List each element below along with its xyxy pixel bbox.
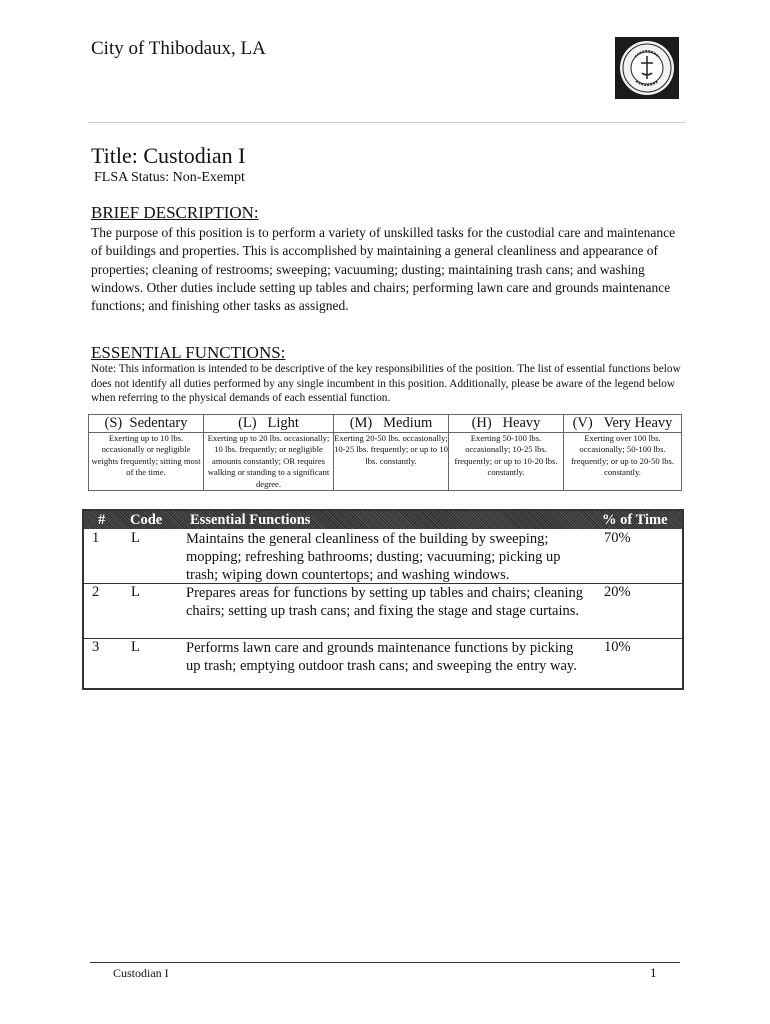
col-function-header: Essential Functions xyxy=(190,512,311,528)
legend-medium-header: (M) Medium xyxy=(334,415,449,433)
row-percent: 70% xyxy=(604,530,631,546)
row-number: 2 xyxy=(92,584,100,600)
col-percent-header: % of Time xyxy=(602,512,668,528)
col-number-header: # xyxy=(98,512,106,528)
footer-divider xyxy=(90,962,680,963)
essential-functions-table xyxy=(82,509,684,690)
legend-sedentary-header: (S) Sedentary xyxy=(89,415,204,433)
row-code: L xyxy=(131,530,140,546)
row-percent: 10% xyxy=(604,639,631,655)
row-code: L xyxy=(131,639,140,655)
row-number: 1 xyxy=(92,530,100,546)
essential-functions-heading: ESSENTIAL FUNCTIONS: xyxy=(91,343,286,362)
legend-medium-desc: Exerting 20-50 lbs. occasionally; 10-25 lbs. frequently; or up to 10 lbs. constantly. xyxy=(334,433,449,491)
legend-heavy-desc: Exerting 50-100 lbs. occasionally; 10-25 lbs. frequently; or up to 10-20 lbs. constantly. xyxy=(449,433,564,491)
legend-sedentary-desc: Exerting up to 10 lbs. occasionally or negligible weights frequently; sitting most of the time. xyxy=(89,433,204,491)
table-header-row xyxy=(84,511,682,529)
legend-light-header: (L) Light xyxy=(204,415,334,433)
legend-heavy-header: (H) Heavy xyxy=(449,415,564,433)
row-percent: 20% xyxy=(604,584,631,600)
physical-demand-legend xyxy=(88,414,682,491)
row-number: 3 xyxy=(92,639,100,655)
city-seal-logo xyxy=(615,37,679,99)
legend-very-heavy-header: (V) Very Heavy xyxy=(564,415,682,433)
row-function: Maintains the general cleanliness of the building by sweeping; mopping; refreshing bathrooms; dusting; vacuuming; picking up trash; wiping down countertops; and washing windows. xyxy=(186,531,561,583)
row-function: Performs lawn care and grounds maintenance functions by picking up trash; emptying outdoor trash cans; and sweeping the entry way. xyxy=(186,640,577,674)
page-number: 1 xyxy=(650,965,657,980)
col-code-header: Code xyxy=(130,512,163,528)
brief-description-text: The purpose of this position is to perform a variety of unskilled tasks for the custodial care and maintenance of buildings and properties. This is accomplished by maintaining a general cleanliness and appearance of properties; cleaning of restrooms; sweeping; vacuuming; dusting; maintaining trash cans; and washing windows. Other duties include setting up tables and chairs; performing lawn care and grounds maintenance functions; and finishing other tasks as assigned. xyxy=(91,225,676,314)
row-code: L xyxy=(131,584,140,600)
legend-light-desc: Exerting up to 20 lbs. occasionally; 10 lbs. frequently; or negligible amounts constantly; OR requires walking or standing to a significant degree. xyxy=(204,433,334,491)
row-function: Prepares areas for functions by setting up tables and chairs; cleaning chairs; setting up trash cans; and fixing the stage and stage curtains. xyxy=(186,585,584,619)
brief-description-heading: BRIEF DESCRIPTION: xyxy=(91,203,259,222)
essential-functions-note: Note: This information is intended to be descriptive of the key responsibilities of the position. The list of essential functions below does not identify all duties performed by any single incumbent in this position. Additionally, please be aware of the legend below when referring to the physical demands of each essential function. xyxy=(91,363,681,404)
footer-doc-title: Custodian I xyxy=(113,966,169,980)
seal-icon xyxy=(615,37,679,99)
city-name: City of Thibodaux, LA xyxy=(91,38,266,59)
flsa-status: FLSA Status: Non-Exempt xyxy=(94,170,245,185)
header-divider xyxy=(88,122,686,123)
job-title: Title: Custodian I xyxy=(91,143,246,168)
legend-very-heavy-desc: Exerting over 100 lbs. occasionally; 50-100 lbs. frequently; or up to 20-50 lbs. constantly. xyxy=(564,433,682,491)
